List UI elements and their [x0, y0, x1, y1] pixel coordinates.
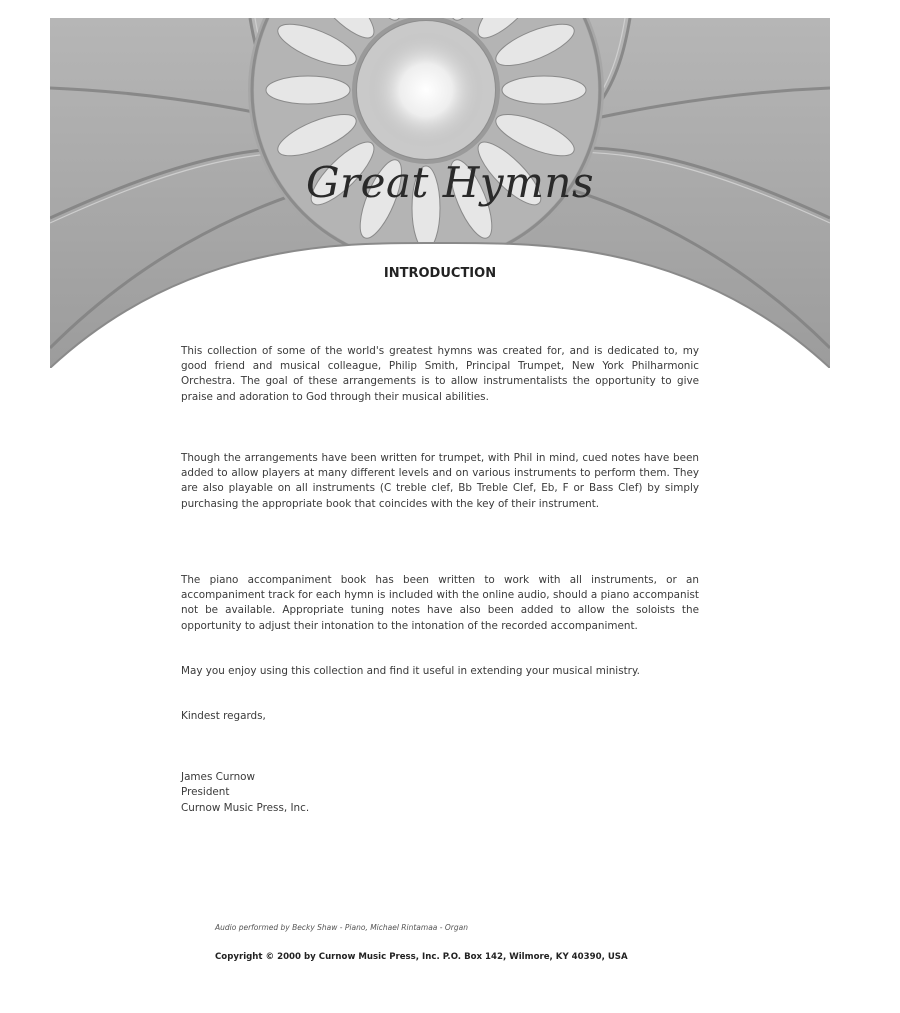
signer-title: President — [181, 786, 230, 799]
audio-credit: Audio performed by Becky Shaw - Piano, Michael Rintamaa - Organ — [215, 923, 468, 932]
signature-block — [181, 770, 309, 816]
book-title: Great Hymns — [305, 158, 595, 207]
intro-paragraph: The piano accompaniment book has been written to work with all instruments, or an accompaniment track for each hymn is included with the online audio, should a piano accompanist not be available. Appropriate tuning notes have also been added to allow the soloists the opportunity to adjust their intonation to the intonation of the recorded accompaniment. — [181, 574, 699, 632]
copyright-notice: Copyright © 2000 by Curnow Music Press, Inc. P.O. Box 142, Wilmore, KY 40390, USA — [215, 952, 628, 962]
closing-salutation: Kindest regards, — [181, 710, 266, 722]
signer-name: James Curnow — [181, 771, 256, 783]
section-heading: INTRODUCTION — [383, 266, 497, 281]
intro-paragraph: May you enjoy using this collection and find it useful in extending your musical ministry. — [181, 665, 640, 677]
signer-company: Curnow Music Press, Inc. — [181, 801, 310, 814]
intro-paragraph: Though the arrangements have been written for trumpet, with Phil in mind, cued notes have been added to allow players at many different levels and on various instruments to perform them. They are also playable on all instruments (C treble clef, Bb Treble Clef, Eb, F or Bass Clef) by simply purchasing the appropriate book that coincides with the key of their instrument. — [181, 452, 699, 510]
intro-paragraph: This collection of some of the world's greatest hymns was created for, and is dedicated to, my good friend and musical colleague, Philip Smith, Principal Trumpet, New York Philharmonic Orchestra. The goal of these arrangements is to allow instrumentalists the opportunity to give praise and adoration to God through their musical abilities. — [181, 345, 699, 403]
